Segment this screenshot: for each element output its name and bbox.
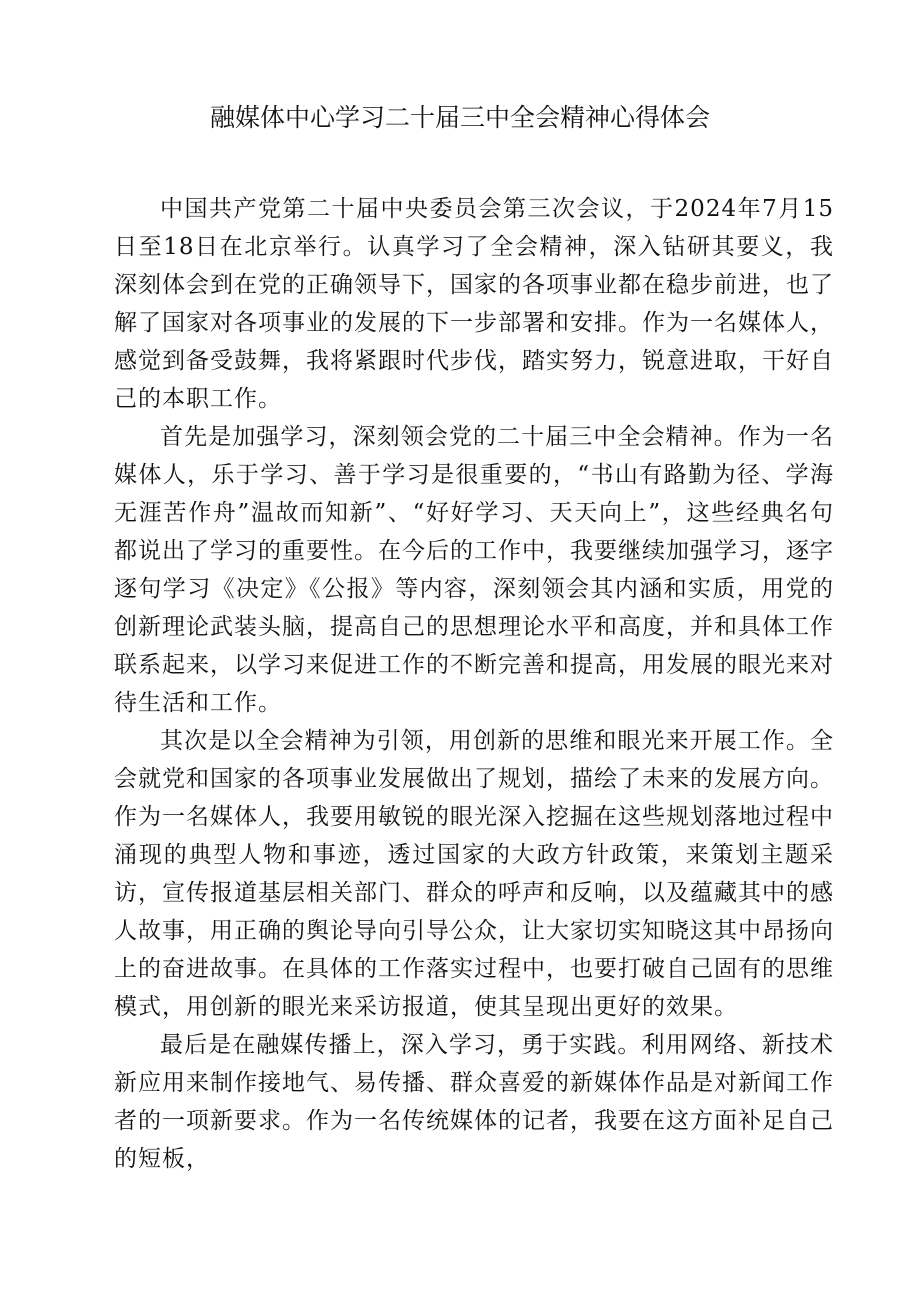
document-body xyxy=(114,190,834,1178)
paragraph-second-point: 其次是以全会精神为引领，用创新的思维和眼光来开展工作。全会就党和国家的各项事业发展做出了规划，描绘了未来的发展方向。作为一名媒体人，我要用敏锐的眼光深入挖掘在这些规划落地过程中涌现的典型人物和事迹，透过国家的大政方针政策，来策划主题采访，宣传报道基层相关部门、群众的呼声和反响，以及蕴藏其中的感人故事，用正确的舆论导向引导公众，让大家切实知晓这其中昂扬向上的奋进故事。在具体的工作落实过程中，也要打破自己固有的思维模式，用创新的眼光来采访报道，使其呈现出更好的效果。 xyxy=(114,728,834,1020)
document-title: 融媒体中心学习二十届三中全会精神心得体会 xyxy=(209,103,710,132)
paragraph-last-point: 最后是在融媒传播上，深入学习，勇于实践。利用网络、新技术新应用来制作接地气、易传播、群众喜爱的新媒体作品是对新闻工作者的一项新要求。作为一名传统媒体的记者，我要在这方面补足自己的短板， xyxy=(114,1032,834,1172)
paragraph-intro: 中国共产党第二十届中央委员会第三次会议，于2024年7月15日至18日在北京举行。认真学习了全会精神，深入钻研其要义，我深刻体会到在党的正确领导下，国家的各项事业都在稳步前进，也了解了国家对各项事业的发展的下一步部署和安排。作为一名媒体人，感觉到备受鼓舞，我将紧跟时代步伐，踏实努力，锐意进取，干好自己的本职工作。 xyxy=(114,196,834,412)
paragraph-first-point: 首先是加强学习，深刻领会党的二十届三中全会精神。作为一名媒体人，乐于学习、善于学习是很重要的，“书山有路勤为径、学海无涯苦作舟”温故而知新”、“好好学习、天天向上”，这些经典名句都说出了学习的重要性。在今后的工作中，我要继续加强学习，逐字逐句学习《决定》《公报》等内容，深刻领会其内涵和实质，用党的创新理论武装头脑，提高自己的思想理论水平和高度，并和具体工作联系起来，以学习来促进工作的不断完善和提高，用发展的眼光来对待生活和工作。 xyxy=(114,424,834,716)
